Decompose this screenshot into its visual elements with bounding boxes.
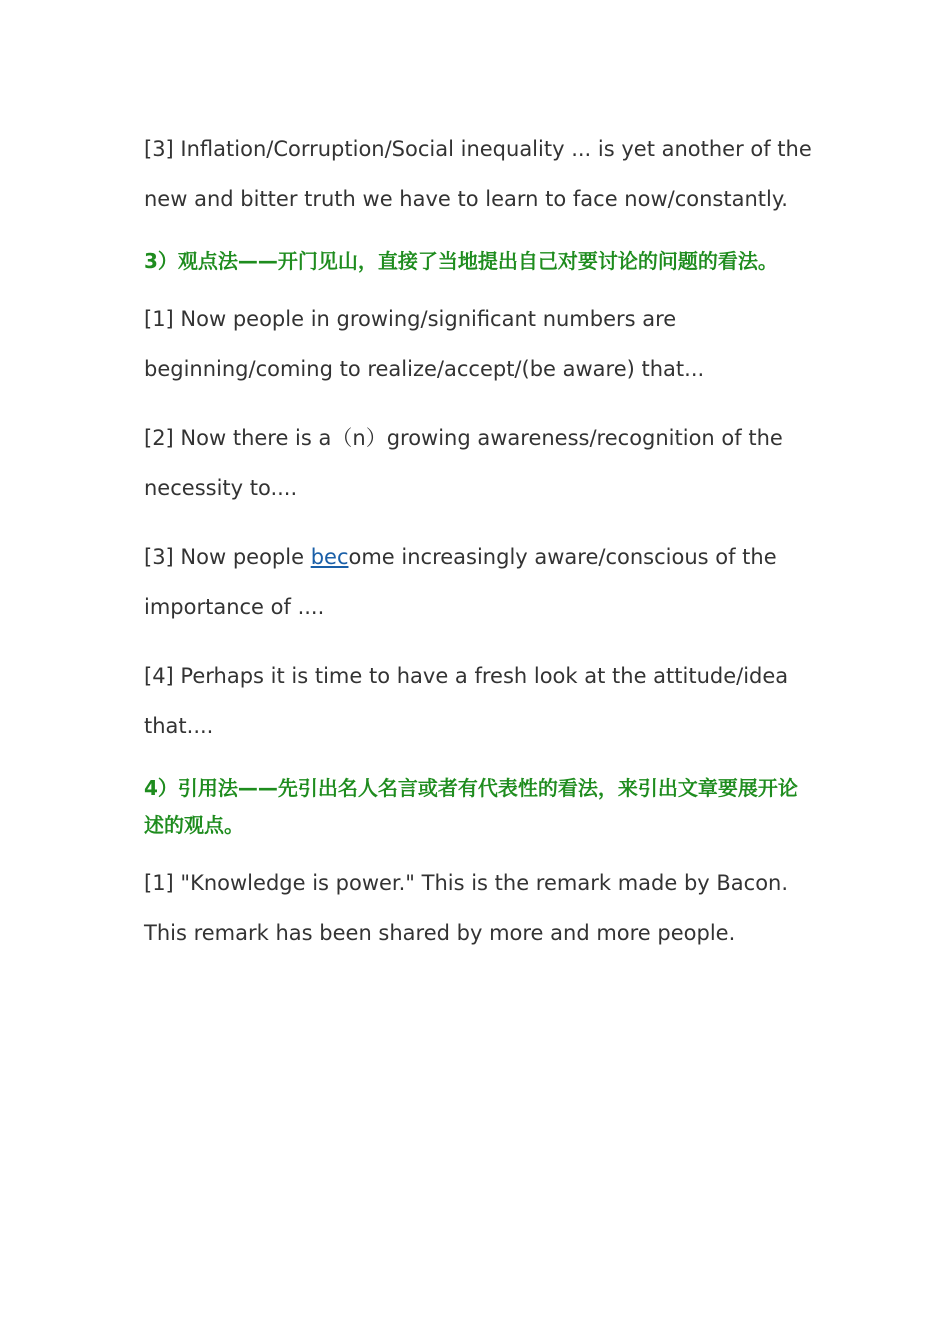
become-link[interactable]: bec <box>310 545 349 569</box>
paragraph-text-end: ome increasingly aware/conscious of the importance of .... <box>144 545 777 619</box>
document-page <box>144 124 814 958</box>
paragraph-growing-numbers: [1] Now people in growing/significant numbers are beginning/coming to realize/accept/(be aware) that... <box>144 307 705 381</box>
paragraph-text-start: [3] Now people <box>144 545 311 569</box>
heading-viewpoint-method: 3）观点法——开门见山，直接了当地提出自己对要讨论的问题的看法。 <box>144 249 778 273</box>
heading-quotation-method: 4）引用法——先引出名人名言或者有代表性的看法，来引出文章要展开论述的观点。 <box>144 776 798 837</box>
paragraph-increasingly-aware <box>144 532 814 632</box>
paragraph-fresh-look: [4] Perhaps it is time to have a fresh look at the attitude/idea that.... <box>144 664 789 738</box>
paragraph-knowledge-is-power: [1] "Knowledge is power." This is the remark made by Bacon. This remark has been shared by more and more people. <box>144 871 789 945</box>
paragraph-inflation: [3] Inflation/Corruption/Social inequality ... is yet another of the new and bitter truth we have to learn to face now/constantly. <box>144 137 812 211</box>
paragraph-growing-awareness: [2] Now there is a（n）growing awareness/recognition of the necessity to.... <box>144 426 783 500</box>
